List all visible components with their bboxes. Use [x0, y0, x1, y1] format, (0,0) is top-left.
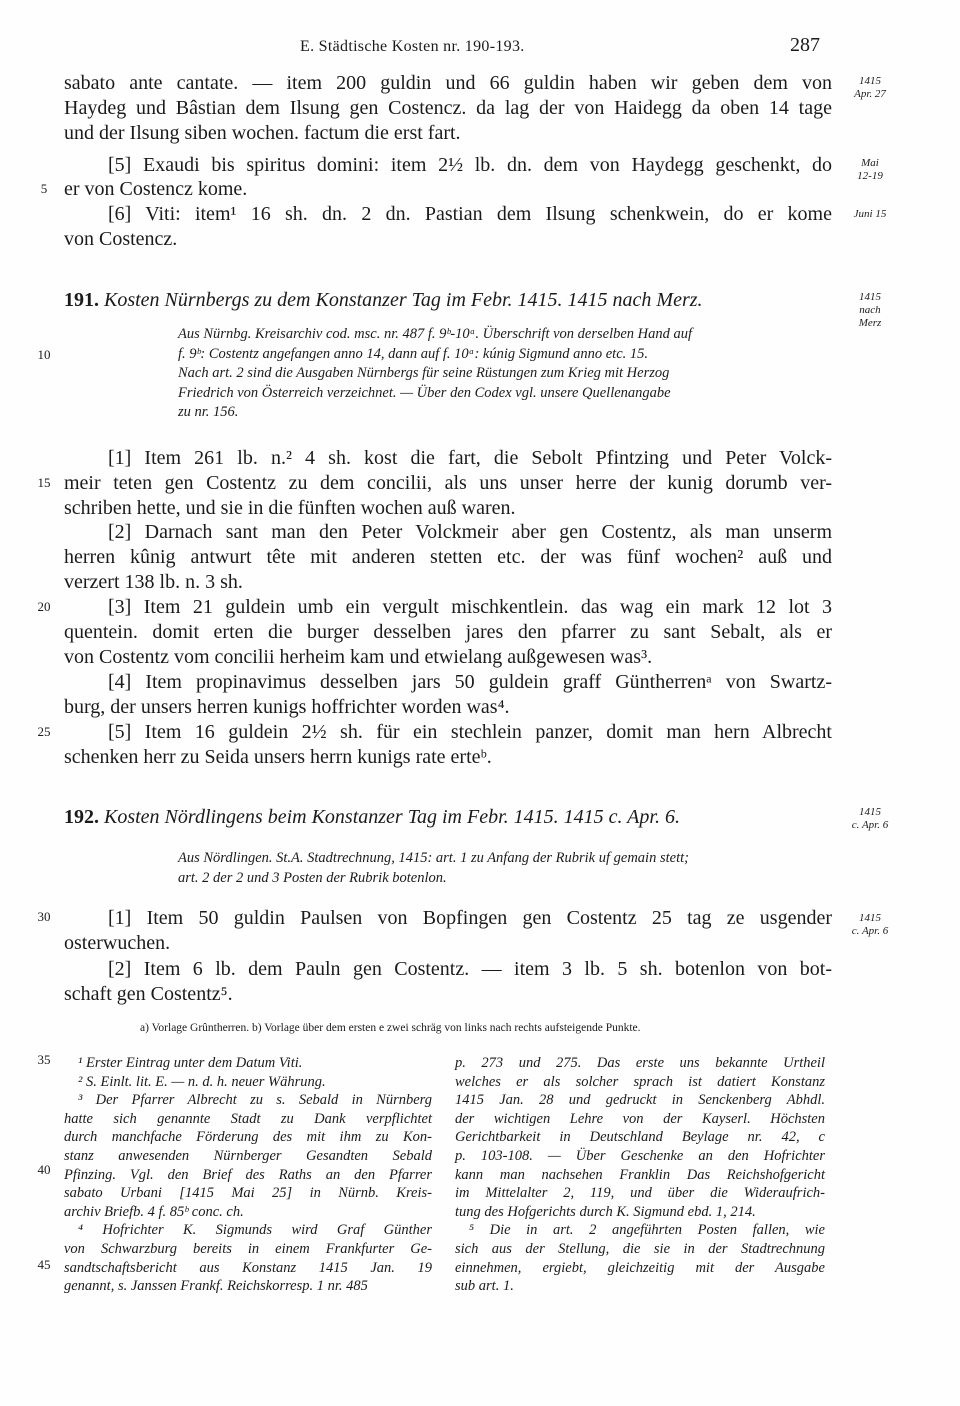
body-line: und der Ilsung siben wochen. factum die erst fart. [64, 122, 461, 144]
footnote-line: Pfinzing. Vgl. den Brief des Raths an den Pfarrer [64, 1166, 432, 1183]
footnote-line: sandtschaftsbericht aus Konstanz 1415 Jan. 19 [64, 1259, 432, 1276]
body-line: [5] Item 16 guldein 2½ sh. für ein stechlein panzer, domit man hern Albrecht [108, 721, 832, 743]
line-number: 40 [37, 1162, 51, 1177]
footnote-line: der wichtigen Lehre von der Kayserl. Höchsten [455, 1110, 825, 1127]
body-line: [6] Viti: item¹ 16 sh. dn. 2 dn. Pastian dem Ilsung schenkwein, do er kome [108, 203, 832, 225]
margin-note-line: 1415 [859, 912, 881, 924]
margin-date-note [840, 291, 900, 330]
footnote-line: p. 103-108. — Über Geschenke an den Hofrichter [455, 1148, 825, 1164]
margin-note-line: Juni 15 [853, 208, 887, 220]
body-line: schaft gen Costentz⁵. [64, 983, 233, 1005]
line-number: 45 [37, 1257, 51, 1272]
section-intro-line: Nach art. 2 sind die Ausgaben Nürnbergs für seine Rüstungen zum Krieg mit Herzog [178, 365, 670, 381]
body-line: er von Costencz kome. [64, 178, 248, 200]
body-line: [1] Item 261 lb. n.² 4 sh. kost die fart, die Sebolt Pfintzing und Peter Volck- [108, 447, 832, 469]
line-number: 35 [37, 1052, 51, 1067]
body-line: [2] Item 6 lb. dem Pauln gen Costentz. — item 3 lb. 5 sh. botenlon von bot- [108, 958, 832, 980]
section-intro-line: zu nr. 156. [178, 404, 239, 420]
footnote-line: im Mittelalter 2, 119, und über die Wideraufrich- [455, 1185, 825, 1202]
section-heading [64, 806, 680, 829]
line-number: 5 [40, 181, 48, 196]
footnote-line: sich aus der Stellung, die sie in der Stadtrechnung [455, 1241, 825, 1257]
running-title: E. Städtische Kosten nr. 190-193. [300, 38, 525, 55]
body-line: von Costencz. [64, 228, 178, 250]
section-heading [64, 289, 703, 312]
footnote-line: sub art. 1. [455, 1278, 514, 1295]
footnote-line: ² S. Einlt. lit. E. — n. d. h. neuer Währung. [78, 1073, 326, 1090]
section-intro-line: Friedrich von Österreich verzeichnet. — Über den Codex vgl. unsere Quellenangabe [178, 384, 671, 401]
body-line: [1] Item 50 guldin Paulsen von Bopfingen gen Costentz 25 tag ze usgender [108, 907, 832, 929]
section-intro-line: art. 2 der 2 und 3 Posten der Rubrik botenlon. [178, 869, 447, 886]
footnote-line: tung des Hofgerichts durch K. Sigmund ebd. 1, 214. [455, 1203, 756, 1220]
footnote-line: p. 273 und 275. Das erste uns bekannte Urtheil [455, 1055, 825, 1071]
footnote-line: durch manchfache Förderung des mit ihm zu Kon- [64, 1129, 432, 1146]
margin-note-line: c. Apr. 6 [851, 925, 889, 937]
section-intro-line: f. 9ᵇ: Costentz angefangen anno 14, dann auf f. 10ᵃ: kúnig Sigmund anno etc. 15. [178, 345, 649, 362]
margin-note-line: 12-19 [857, 170, 883, 182]
footnote-line: einnehmen, ergiebt, gleichzeitig mit der Ausgabe [455, 1259, 825, 1276]
body-line: von Costentz vom concilii herheim kam und etwielang außgewesen was³. [64, 646, 653, 668]
margin-date-note [840, 157, 900, 183]
body-line: meir teten gen Costentz zu dem concilii, als uns unser herre der kunig dorumb ver- [64, 472, 832, 494]
body-line: [2] Darnach sant man den Peter Volckmeir aber gen Costentz, als man unserm [108, 521, 832, 543]
footnote-line: Gerichtbarkeit in Deutschland Beylage nr. 42, c [455, 1129, 825, 1146]
margin-date-note [840, 75, 900, 101]
margin-note-line: 1415 [859, 75, 881, 87]
margin-date-note [840, 208, 900, 221]
body-line: schenken herr zu Seida unsers herrn kunigs rate erteᵇ. [64, 746, 492, 768]
body-line: sabato ante cantate. — item 200 guldin und 66 guldin haben wir geben dem von [64, 72, 832, 94]
footnote-line: hatte sich genannte Stadt zu Dank verpflichtet [64, 1110, 432, 1127]
line-number: 10 [37, 347, 51, 362]
line-number: 15 [37, 475, 51, 490]
section-number: 192. [64, 806, 99, 828]
footnote-line: genannt, s. Janssen Frankf. Reichskorresp. 1 nr. 485 [64, 1278, 368, 1295]
line-number: 20 [37, 599, 51, 614]
footnote-line: 1415 Jan. 28 und gedruckt in Senckenberg Abhdl. [455, 1092, 825, 1109]
body-line: schriben hette, und sie in die fünften wochen auß waren. [64, 497, 516, 519]
footnote-line: ³ Der Pfarrer Albrecht zu s. Sebald in Nürnberg [78, 1092, 432, 1109]
section-intro-line: Aus Nürnbg. Kreisarchiv cod. msc. nr. 487 f. 9ᵇ-10ᵃ. Überschrift von derselben Hand auf [178, 326, 693, 342]
body-line: verzert 138 lb. n. 3 sh. [64, 571, 243, 593]
page-number: 287 [790, 34, 820, 56]
section-title: Kosten Nördlingens beim Konstanzer Tag im Febr. 1415. 1415 c. Apr. 6. [99, 806, 680, 828]
section-number: 191. [64, 289, 99, 311]
body-line: herren kûnig antwurt têtе mit anderen stetten etc. der was fünf wochen² auß und [64, 546, 832, 568]
footnote-line: ¹ Erster Eintrag unter dem Datum Viti. [78, 1055, 303, 1071]
body-line: [3] Item 21 guldein umb ein vergult mischkentlein. das wag ein mark 12 lot 3 [108, 596, 832, 618]
body-line: [4] Item propinavimus desselben jars 50 guldein graff Güntherrenᵃ von Swartz- [108, 671, 832, 693]
margin-note-line: c. Apr. 6 [851, 819, 889, 831]
footnote-line: sabato Urbani [1415 Mai 25] in Nürnb. Kreis- [64, 1185, 432, 1202]
textual-variants: a) Vorlage Grûntherren. b) Vorlage über dem ersten e zwei schräg von links nach rechts aufsteigende Punkte. [140, 1022, 641, 1034]
line-number: 30 [37, 909, 51, 924]
footnote-line: ⁴ Hofrichter K. Sigmunds wird Graf Günther [78, 1222, 432, 1239]
footnote-line: von Schwarzburg bereits in einem Frankfurter Ge- [64, 1241, 432, 1257]
body-line: burg, der unsers herren kunigs hoffrichter worden was⁴. [64, 696, 510, 718]
margin-note-line: Mai [861, 157, 879, 169]
body-line: quentein. domit erten die burger desselben jares den pfarrer zu sant Sebalt, als er [64, 621, 832, 643]
line-number: 25 [37, 724, 51, 739]
margin-note-line: 1415 [859, 291, 881, 303]
body-line: osterwuchen. [64, 932, 171, 954]
margin-date-note [840, 806, 900, 832]
body-line: [5] Exaudi bis spiritus domini: item 2½ lb. dn. dem von Haydegg geschenkt, do [108, 154, 832, 176]
margin-note-line: Apr. 27 [854, 88, 886, 100]
footnote-line: welches er als solcher sprach ist datiert Konstanz [455, 1073, 825, 1090]
footnote-line: stanz anwesenden Nürnberger Gesandten Sebald [64, 1148, 432, 1164]
body-line: Haydeg und Bâstian dem Ilsung gen Costencz. da lag der von Haidegg da oben 14 tage [64, 97, 832, 119]
footnote-line: kann man nachsehen Franklin Das Reichshofgericht [455, 1166, 825, 1183]
margin-note-line: Merz [858, 317, 882, 329]
margin-date-note [840, 912, 900, 938]
footnote-line: archiv Briefb. 4 f. 85ᵇ conc. ch. [64, 1203, 244, 1220]
section-intro-line: Aus Nördlingen. St.A. Stadtrechnung, 1415: art. 1 zu Anfang der Rubrik uf gemain stett; [178, 850, 689, 866]
margin-note-line: nach [859, 304, 881, 316]
section-title: Kosten Nürnbergs zu dem Konstanzer Tag im Febr. 1415. 1415 nach Merz. [99, 289, 703, 311]
footnote-line: ⁵ Die in art. 2 angeführten Posten fallen, wie [469, 1222, 825, 1239]
margin-note-line: 1415 [859, 806, 881, 818]
